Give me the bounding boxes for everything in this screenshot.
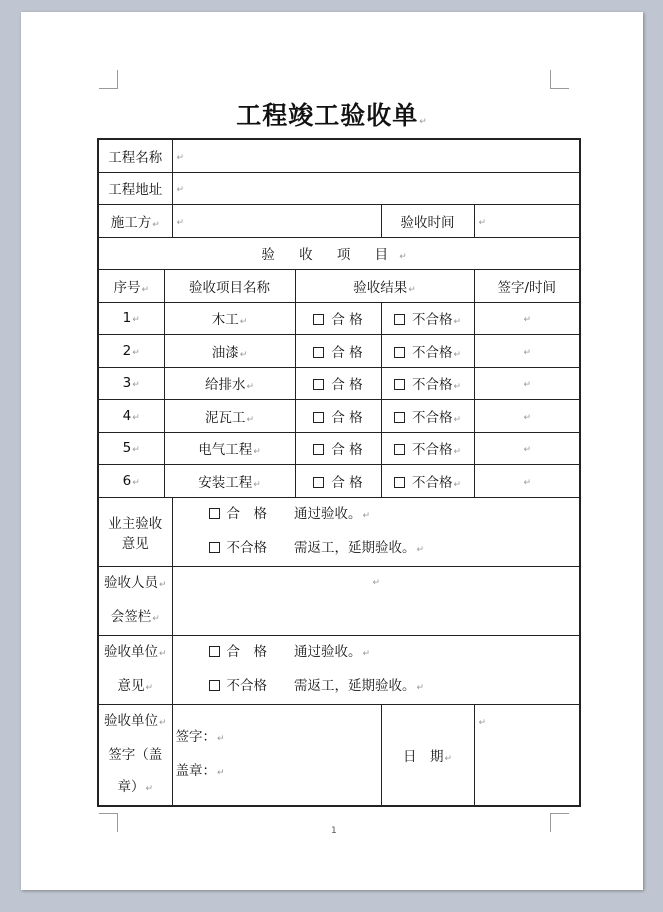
row-owner-opinion bbox=[98, 497, 580, 566]
row-unit-signature bbox=[98, 704, 580, 806]
row-contractor bbox=[98, 205, 580, 238]
crop-mark-top-left bbox=[99, 70, 118, 89]
item-sign-field[interactable]: ↵ bbox=[474, 400, 580, 433]
pass-checkbox[interactable]: 合 格 bbox=[295, 400, 381, 433]
section-header: 验 收 项 目↵ bbox=[98, 237, 580, 270]
item-no: 1↵ bbox=[98, 302, 164, 335]
unit-opinion-options bbox=[172, 635, 580, 704]
item-no: 2↵ bbox=[98, 335, 164, 368]
item-sign-field[interactable]: ↵ bbox=[474, 465, 580, 498]
item-no: 3↵ bbox=[98, 367, 164, 400]
table-row bbox=[98, 302, 580, 335]
item-no: 4↵ bbox=[98, 400, 164, 433]
unit-sign-field[interactable]: 签字：↵ 盖章：↵ bbox=[172, 704, 381, 806]
inspection-time-label: 验收时间 bbox=[381, 205, 474, 238]
date-label: 日 期↵ bbox=[381, 704, 474, 806]
owner-opinion-label: 业主验收意见 bbox=[98, 497, 172, 566]
item-no: 6↵ bbox=[98, 465, 164, 498]
item-no: 5↵ bbox=[98, 432, 164, 465]
item-name: 安装工程↵ bbox=[164, 465, 295, 498]
fail-checkbox[interactable]: 不合格↵ bbox=[381, 367, 474, 400]
inspectors-label: 验收人员↵ 会签栏↵ bbox=[98, 566, 172, 635]
unit-sign-label: 验收单位↵ 签字（盖章）↵ bbox=[98, 704, 172, 806]
document-page bbox=[21, 12, 643, 890]
item-sign-field[interactable]: ↵ bbox=[474, 335, 580, 368]
checkbox-icon[interactable] bbox=[209, 646, 220, 657]
project-address-label: 工程地址 bbox=[98, 172, 172, 205]
checkbox-icon[interactable] bbox=[313, 314, 324, 325]
inspection-time-field[interactable]: ↵ bbox=[474, 205, 580, 238]
crop-mark-top-right bbox=[550, 70, 569, 89]
project-address-field[interactable]: ↵ bbox=[172, 172, 580, 205]
checkbox-icon[interactable] bbox=[313, 379, 324, 390]
row-inspectors bbox=[98, 566, 580, 635]
fail-checkbox[interactable]: 不合格↵ bbox=[381, 302, 474, 335]
owner-fail-option[interactable]: 不合格 需返工，延期验收。↵ bbox=[209, 532, 577, 566]
row-project-address bbox=[98, 172, 580, 205]
project-name-field[interactable]: ↵ bbox=[172, 139, 580, 172]
table-row bbox=[98, 465, 580, 498]
item-sign-field[interactable]: ↵ bbox=[474, 302, 580, 335]
date-field[interactable]: ↵ bbox=[474, 704, 580, 806]
checkbox-icon[interactable] bbox=[313, 477, 324, 488]
item-name: 油漆↵ bbox=[164, 335, 295, 368]
contractor-label: 施工方↵ bbox=[98, 205, 172, 238]
item-name: 给排水↵ bbox=[164, 367, 295, 400]
checkbox-icon[interactable] bbox=[394, 412, 405, 423]
row-project-name bbox=[98, 139, 580, 172]
checkbox-icon[interactable] bbox=[394, 444, 405, 455]
crop-mark-bottom-left bbox=[99, 813, 118, 832]
pass-checkbox[interactable]: 合 格 bbox=[295, 432, 381, 465]
col-header-no: 序号↵ bbox=[98, 270, 164, 303]
col-header-item-name: 验收项目名称 bbox=[164, 270, 295, 303]
table-row bbox=[98, 432, 580, 465]
fail-checkbox[interactable]: 不合格↵ bbox=[381, 465, 474, 498]
checkbox-icon[interactable] bbox=[313, 412, 324, 423]
checkbox-icon[interactable] bbox=[394, 477, 405, 488]
unit-fail-option[interactable]: 不合格 需返工，延期验收。↵ bbox=[209, 670, 577, 704]
checkbox-icon[interactable] bbox=[313, 444, 324, 455]
item-sign-field[interactable]: ↵ bbox=[474, 367, 580, 400]
pass-checkbox[interactable]: 合 格 bbox=[295, 335, 381, 368]
item-name: 泥瓦工↵ bbox=[164, 400, 295, 433]
inspectors-sign-field[interactable]: ↵ bbox=[172, 566, 580, 635]
row-section-header bbox=[98, 237, 580, 270]
crop-mark-bottom-right bbox=[550, 813, 569, 832]
row-column-headers bbox=[98, 270, 580, 303]
contractor-field[interactable]: ↵ bbox=[172, 205, 381, 238]
page-title: 工程竣工验收单↵ bbox=[236, 101, 428, 130]
unit-opinion-label: 验收单位↵ 意见↵ bbox=[98, 635, 172, 704]
col-header-sign-time: 签字/时间 bbox=[474, 270, 580, 303]
fail-checkbox[interactable]: 不合格↵ bbox=[381, 335, 474, 368]
pass-checkbox[interactable]: 合 格 bbox=[295, 465, 381, 498]
table-row bbox=[98, 400, 580, 433]
item-name: 木工↵ bbox=[164, 302, 295, 335]
owner-opinion-options bbox=[172, 497, 580, 566]
project-name-label: 工程名称 bbox=[98, 139, 172, 172]
owner-pass-option[interactable]: 合 格 通过验收。↵ bbox=[209, 498, 577, 532]
pass-checkbox[interactable]: 合 格 bbox=[295, 367, 381, 400]
checkbox-icon[interactable] bbox=[313, 347, 324, 358]
pass-checkbox[interactable]: 合 格 bbox=[295, 302, 381, 335]
table-row bbox=[98, 367, 580, 400]
checkbox-icon[interactable] bbox=[209, 542, 220, 553]
checkbox-icon[interactable] bbox=[394, 379, 405, 390]
item-name: 电气工程↵ bbox=[164, 432, 295, 465]
page-number: 1 bbox=[331, 826, 337, 836]
checkbox-icon[interactable] bbox=[394, 314, 405, 325]
fail-checkbox[interactable]: 不合格↵ bbox=[381, 400, 474, 433]
checkbox-icon[interactable] bbox=[209, 680, 220, 691]
col-header-result: 验收结果↵ bbox=[295, 270, 474, 303]
checkbox-icon[interactable] bbox=[394, 347, 405, 358]
fail-checkbox[interactable]: 不合格↵ bbox=[381, 432, 474, 465]
item-sign-field[interactable]: ↵ bbox=[474, 432, 580, 465]
acceptance-form-table bbox=[97, 138, 581, 807]
checkbox-icon[interactable] bbox=[209, 508, 220, 519]
unit-pass-option[interactable]: 合 格 通过验收。↵ bbox=[209, 636, 577, 670]
row-unit-opinion bbox=[98, 635, 580, 704]
table-row bbox=[98, 335, 580, 368]
